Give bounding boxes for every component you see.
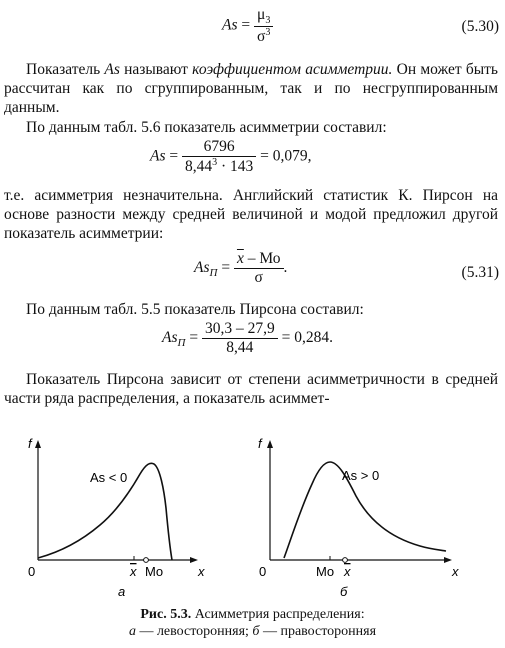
left-x-axis-label: x: [198, 564, 205, 579]
paragraph-continuation: Показатель Пирсона зависит от степени асимметричности в средней части ряда распределения, а показатель асиммет-: [4, 371, 498, 407]
right-curve-label: As > 0: [342, 468, 380, 483]
right-origin-label: 0: [259, 564, 267, 579]
eq-lhs: As: [222, 16, 238, 34]
right-sublabel: б: [340, 584, 348, 599]
left-origin-label: 0: [28, 564, 36, 579]
paragraph-table-5-5: По данным табл. 5.5 показатель Пирсона составил:: [26, 301, 364, 318]
eq-fraction: [254, 6, 273, 46]
eq-den: σ: [257, 28, 266, 46]
plot-right: [258, 436, 459, 599]
equation-5-30: [222, 6, 273, 46]
left-curve-label: As < 0: [90, 470, 128, 485]
eq-den-sup: 3: [265, 27, 271, 39]
left-y-axis-label: f: [28, 436, 32, 451]
right-y-axis-label: f: [258, 436, 262, 451]
right-x-axis-label: x: [452, 564, 459, 579]
equation-number-5-31: (5.31): [461, 264, 499, 281]
paragraph-definition: Показатель As называют коэффициентом асимметрии. Он может быть рассчитан как по сгруппированным, так и по несгруппированным данным.: [4, 61, 499, 116]
left-tick-mean: x: [130, 564, 137, 579]
right-tick-mode: Mo: [316, 564, 335, 579]
plot-left: [28, 436, 205, 599]
figure-asymmetry: [0, 430, 505, 602]
eq-num-sub: 3: [265, 15, 271, 27]
equation-5-31: $As_П$ = $\frac{\overline{x} - Мо}{\sigma}$ .: [194, 250, 288, 286]
left-tick-mode: Mo: [145, 564, 164, 579]
right-tick-mean: x: [344, 564, 351, 579]
equation-calc-2: $As_П$ = $\frac{30,3 - 27,9}{8,44}$ = 0,284.: [162, 320, 333, 356]
equation-number-5-30: (5.30): [461, 18, 499, 35]
figure-caption: Рис. 5.3. Асимметрия распределения: а — левосторонняя; б — правосторонняя: [128, 607, 377, 639]
eq-equals: =: [241, 16, 251, 34]
paragraph-table-5-6: По данным табл. 5.6 показатель асимметрии составил:: [26, 119, 387, 136]
equation-calc-1: As = $\frac{6796}{8,44^3 \cdot 143}$ = 0,079,: [150, 138, 312, 176]
left-sublabel: а: [118, 584, 126, 599]
paragraph-pearson: т.е. асимметрия незначительна. Английский статистик К. Пирсон на основе разности между средней величиной и модой предложил другой показатель асимметрии:: [4, 187, 498, 242]
eq-num: μ: [257, 6, 266, 23]
